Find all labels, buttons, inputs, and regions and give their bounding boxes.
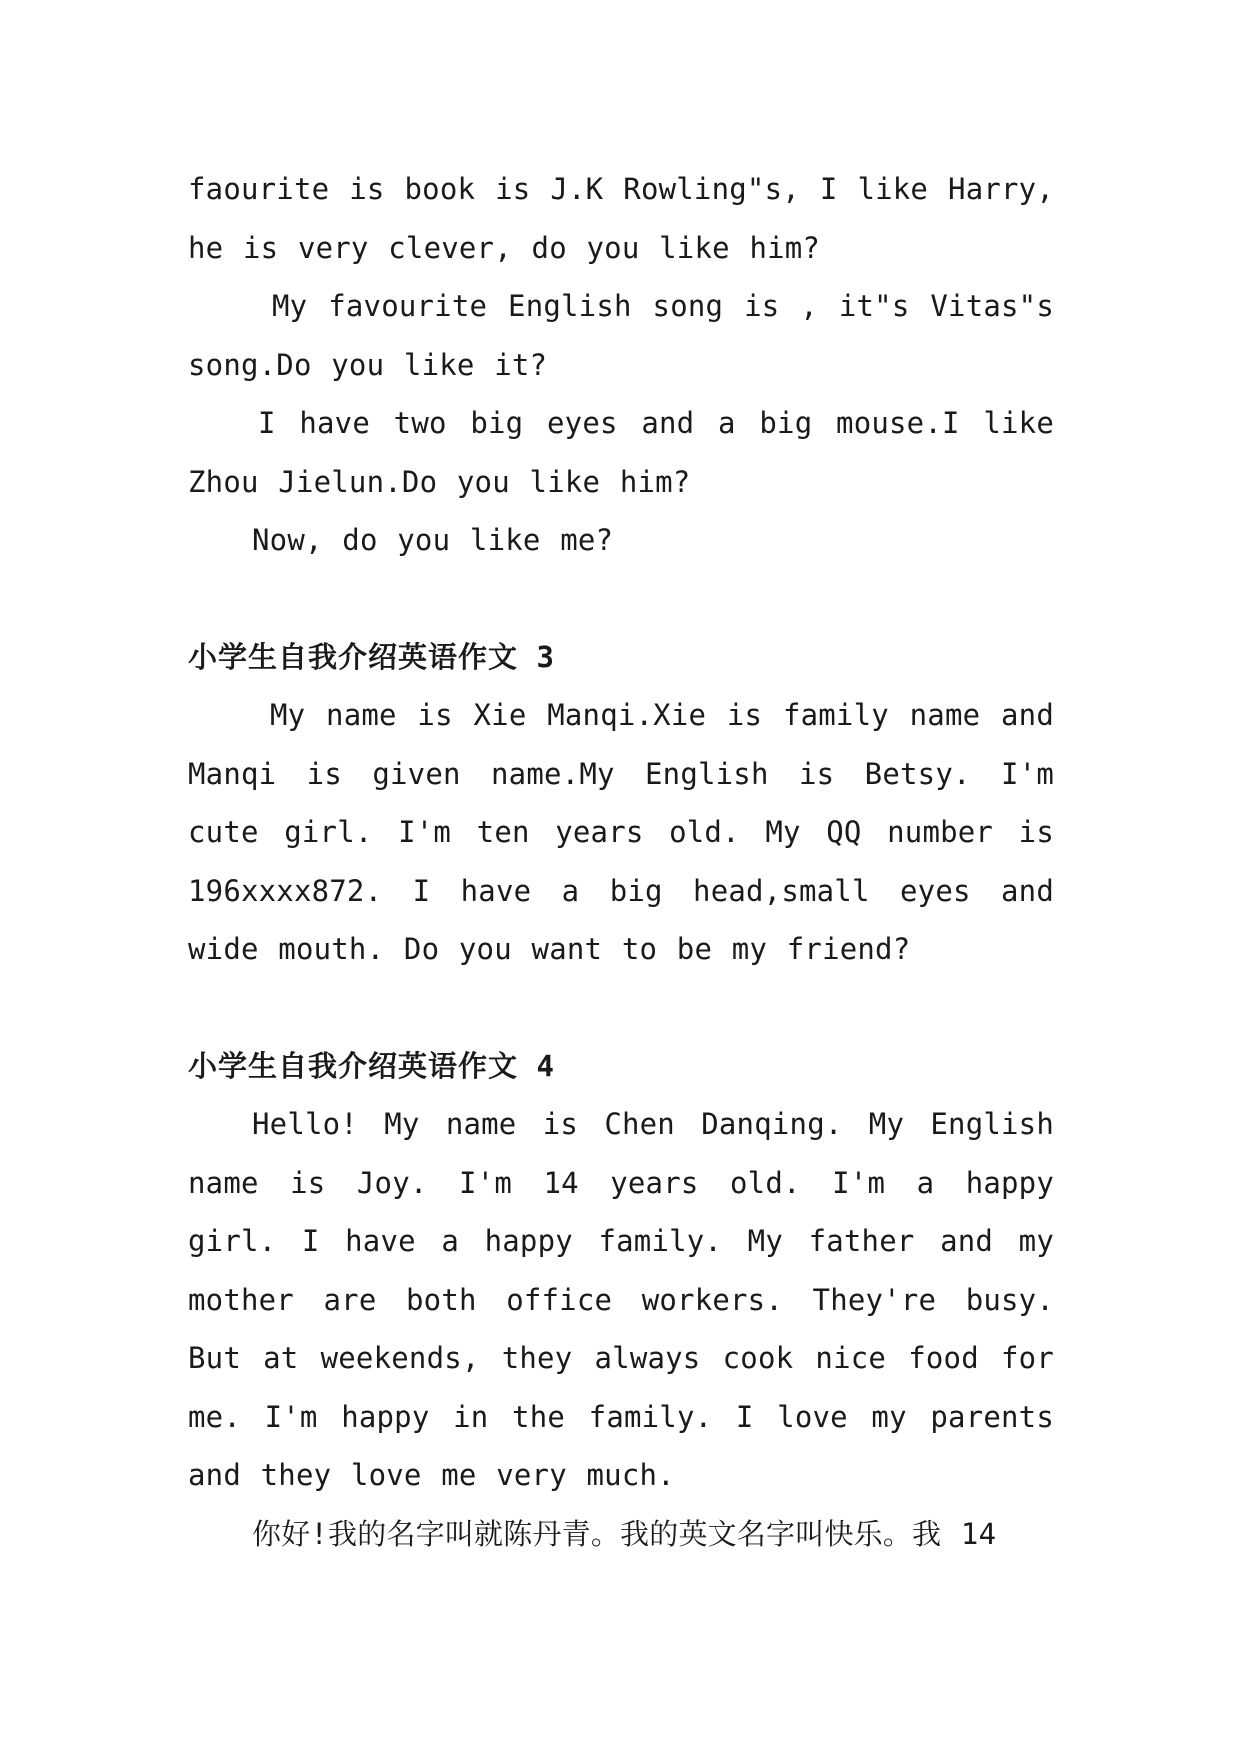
- paragraph-appearance: I have two big eyes and a big mouse.I like Zhou Jielun.Do you like him?: [188, 406, 1054, 499]
- paragraph-favourite-song: My favourite English song is , it"s Vitas"s song.Do you like it?: [188, 289, 1054, 382]
- section-spacer: [188, 570, 1054, 628]
- section-4-heading: 小学生自我介绍英语作文 4: [188, 1048, 555, 1083]
- paragraph-favourite-book: faourite is book is J.K Rowling"s, I like Harry, he is very clever, do you like him?: [188, 172, 1054, 265]
- paragraph-closing-question: Now, do you like me?: [252, 523, 614, 557]
- document-body: [188, 160, 1054, 1563]
- section-3-paragraph: My name is Xie Manqi.Xie is family name and Manqi is given name.My English is Betsy. I'm cute girl. I'm ten years old. My QQ number is 196xxxx872. I have a big head,small eyes and wide mouth. Do you want to be my friend?: [188, 698, 1054, 966]
- section-4-paragraph-chinese: 你好!我的名字叫就陈丹青。我的英文名字叫快乐。我 14: [252, 1516, 997, 1551]
- section-4-paragraph-english: Hello! My name is Chen Danqing. My English name is Joy. I'm 14 years old. I'm a happy girl. I have a happy family. My father and my mother are both office workers. They're busy. But at weekends, they always cook nice food for me. I'm happy in the family. I love my parents and they love me very much.: [188, 1107, 1054, 1492]
- section-spacer: [188, 979, 1054, 1037]
- section-3-heading: 小学生自我介绍英语作文 3: [188, 639, 555, 674]
